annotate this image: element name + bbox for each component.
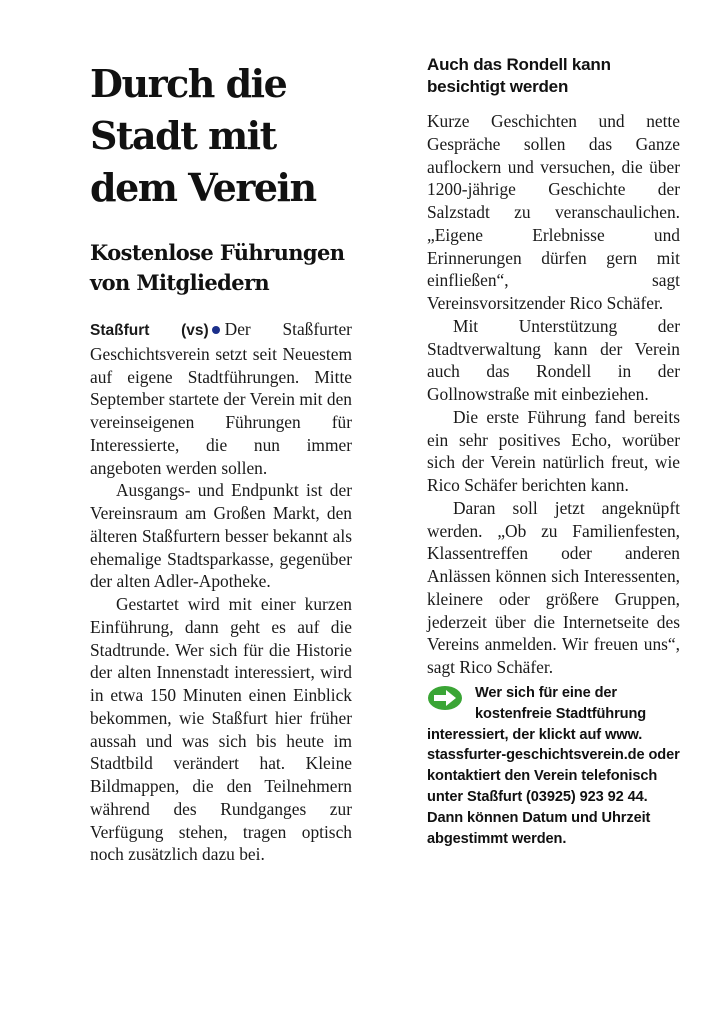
article-paragraph: Daran soll jetzt angeknüpft werden. „Ob zu Familienfesten, Klassentreffen oder anderen Anlässen können sich Interessenten, kleinere oder größere Gruppen, jederzeit über die Internetseite des Vereins anmelden. Wir freuen uns“, sagt Rico Schäfer.: [427, 497, 680, 677]
article-paragraph: Ausgangs- und Endpunkt ist der Vereinsraum am Großen Markt, den älteren Staßfurtern besser bekannt als ehemalige Stadtsparkasse, gegenüber der alten Adler-Apotheke.: [90, 480, 352, 592]
subheadline: [90, 238, 352, 298]
dateline-dot-icon: [212, 326, 220, 334]
article-paragraph: Kurze Geschichten und nette Gespräche sollen das Ganze auflockern und versuchen, die über 1200-jährige Geschichte der Salzstadt zu veranschaulichen. „Eigene Erlebnisse und Erinnerungen dürfen gern mit einfließen“, sagt Vereinsvorsitzender Rico Schäfer.: [427, 111, 680, 313]
right-column: [427, 54, 680, 850]
section-heading-line: Auch das Rondell kann: [427, 55, 611, 74]
info-box-text: Wer sich für eine der kostenfreie Stadtführung interessiert, der klickt auf www. stassfurter-geschichtsverein.de oder kontaktiert den Verein telefonisch unter Staßfurt (03925) 923 92 44. Dann können Datum und Uhrzeit abgestimmt werden.: [427, 684, 680, 848]
section-heading: [427, 54, 680, 98]
section-heading-line: besichtigt werden: [427, 77, 569, 96]
article-paragraph: Mit Unterstützung der Stadtverwaltung kann der Verein auch das Rondell in der Gollnowstraße mit einbeziehen.: [427, 315, 680, 404]
headline: [90, 58, 352, 214]
info-box: [427, 683, 680, 850]
dateline: Staßfurt (vs): [90, 322, 209, 339]
headline-line: Stadt mit: [90, 113, 276, 158]
subheadline-line: von Mitgliedern: [90, 270, 270, 295]
arrow-right-icon: [427, 685, 463, 711]
headline-line: Durch die: [90, 61, 287, 106]
article-paragraph: Gestartet wird mit einer kurzen Einführung, dann geht es auf die Stadtrunde. Wer sich für die Historie der alten Innenstadt interessiert, wird in etwa 150 Minuten einen Einblick bekommen, wie Staßfurt hier früher aussah und was sich bis heute im Stadtbild verändert hat. Kleine Bildmappen, die den Teilnehmern während des Rundganges zur Verfügung stehen, tragen optisch noch zusätzlich dazu bei.: [90, 594, 352, 865]
article-paragraph: [90, 318, 352, 479]
left-column: [90, 58, 352, 866]
subheadline-line: Kostenlose Führungen: [90, 240, 345, 265]
article-paragraph: Die erste Führung fand bereits ein sehr positives Echo, worüber sich der Verein natürlich freut, wie Rico Schäfer berichten kann.: [427, 406, 680, 495]
paragraph-text: Der Staßfurter Geschichtsverein setzt seit Neuestem auf eigene Stadtführungen. Mitte September startete der Verein mit den vereinseigenen Führungen für Interessierte, die nun immer angeboten werden sollen.: [90, 319, 352, 478]
headline-line: dem Verein: [90, 165, 316, 210]
